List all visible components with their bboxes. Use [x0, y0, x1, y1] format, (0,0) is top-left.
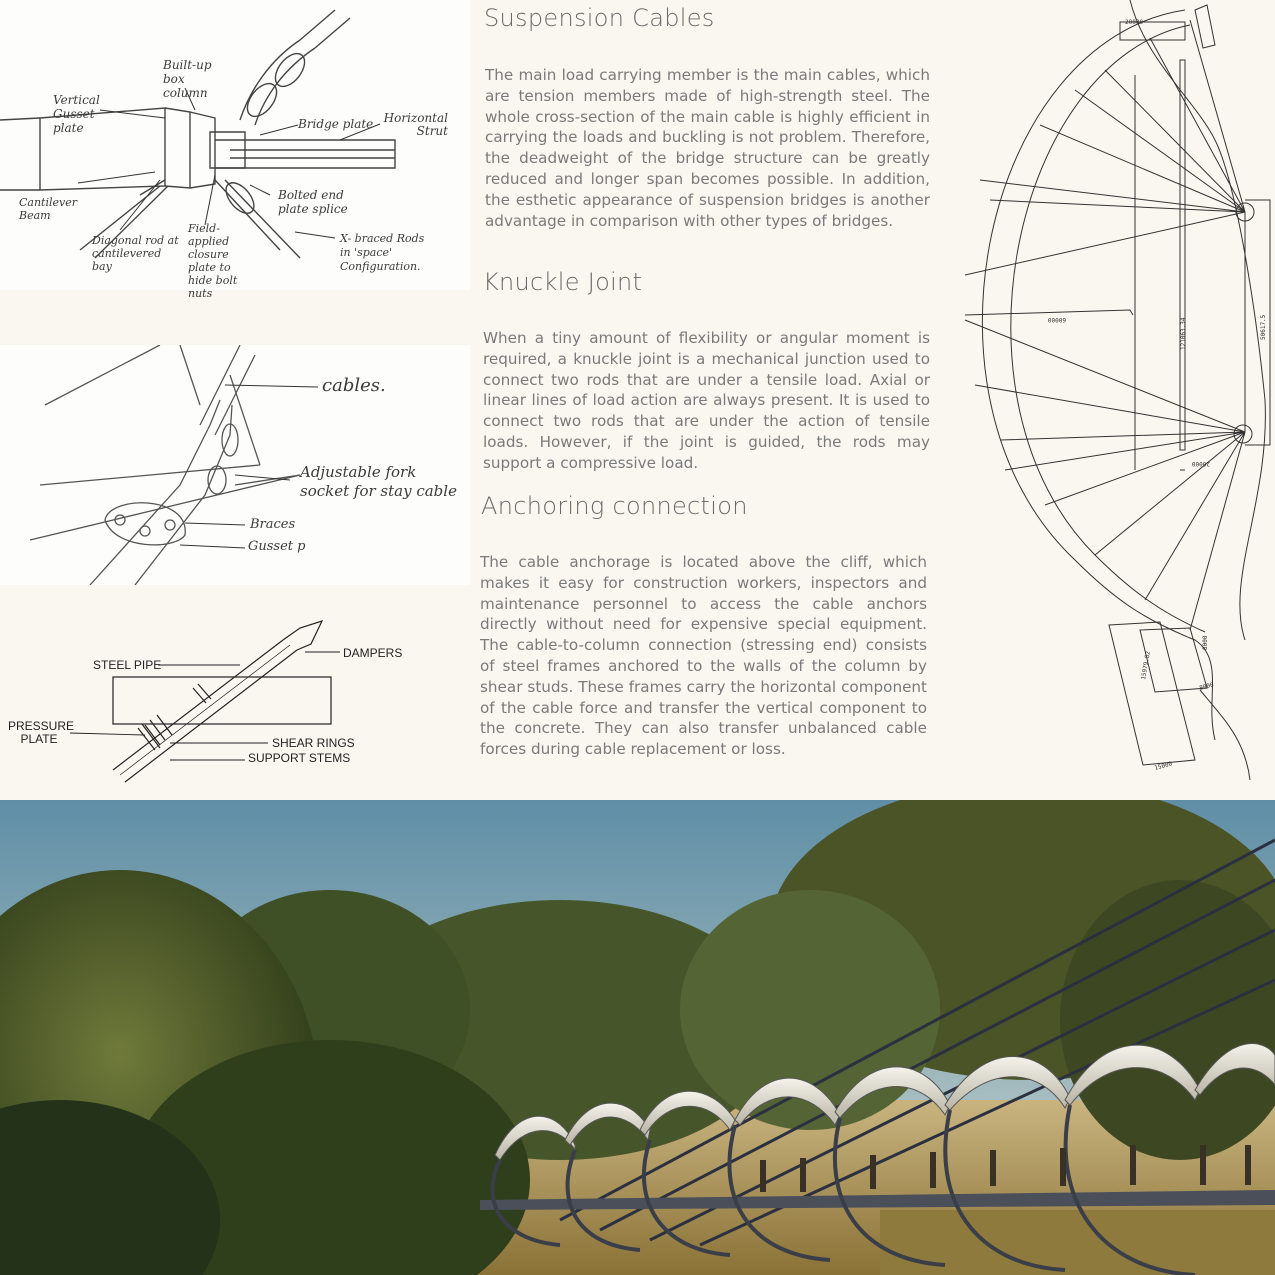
plan-dim-vertical: 121063.34: [1180, 317, 1187, 350]
gusset-plate-label: Vertical Gusset plate: [53, 93, 100, 135]
anchoring-connection-heading: Anchoring connection: [481, 492, 748, 520]
gusset-label: Gusset p: [248, 539, 306, 554]
damper-diagram-drawing: [0, 600, 470, 790]
dampers-label: DAMPERS: [343, 646, 403, 660]
plan-dim-top: 20000: [1125, 19, 1144, 26]
plan-dim-bottom-right: 8000: [1198, 681, 1215, 692]
suspension-cables-heading: Suspension Cables: [484, 4, 715, 32]
cantilever-beam-label: Cantilever Beam: [19, 196, 78, 222]
fork-socket-sketch: [0, 345, 470, 585]
plan-dim-right: 50617.5: [1260, 314, 1267, 340]
bridge-render-image: [0, 800, 1275, 1275]
plan-dim-bottom-mid: 8000: [1202, 635, 1209, 650]
diagonal-rod-label: Diagonal rod at cantilevered bay: [92, 234, 179, 273]
suspension-cables-body: The main load carrying member is the main cables, which are tension members made of high-strength steel. The whole cross-section of the main cable is highly efficient in carrying the loads and buckling is not problem. Therefore, the deadweight of the bridge structure can be greatly reduced and longer span becomes possible. In addition, the esthetic appearance of suspension bridges is another advantage in comparison with other types of bridges.: [485, 66, 930, 230]
shear-rings-label: SHEAR RINGS: [272, 736, 355, 750]
damper-diagram: [0, 600, 470, 790]
box-column-label: Built-up box column: [163, 58, 212, 100]
plan-dim-bottom: 15000: [1153, 760, 1173, 772]
braces-label: Braces: [250, 517, 296, 532]
bridge-render-svg: [0, 800, 1275, 1275]
horizontal-strut-label: Horizontal Strut: [383, 111, 448, 138]
closure-plate-label: Field-applied closure plate to hide bolt nuts: [188, 222, 238, 300]
plan-dim-center: 60000: [1047, 316, 1066, 323]
plan-dim-bottom-left: 15979.82: [1140, 650, 1152, 681]
splice-label: Bolted end plate splice: [278, 188, 348, 216]
support-stems-label: SUPPORT STEMS: [248, 751, 351, 765]
cables-label: cables.: [322, 375, 386, 396]
fork-socket-label: Adjustable fork socket for stay cable: [300, 463, 457, 500]
bridge-plan-drawing: [945, 0, 1275, 790]
knuckle-joint-body: When a tiny amount of flexibility or angular moment is required, a knuckle joint is a mechanical junction used to connect two rods that are under a tensile load. Axial or linear lines of load action are always present. It is used to connect two rods that are under the action of tensile loads. However, if the joint is guided, the rods may support a compressive load.: [483, 329, 930, 472]
knuckle-joint-heading: Knuckle Joint: [483, 268, 643, 296]
x-braced-rods-label: X- braced Rods in 'space' Configuration.: [340, 232, 425, 273]
plan-dim-lower: 20000: [1191, 460, 1210, 467]
pressure-plate-label: PRESSURE PLATE: [8, 719, 75, 746]
steel-pipe-label: STEEL PIPE: [93, 658, 162, 672]
bridge-plate-label: Bridge plate: [298, 117, 374, 131]
bridge-plan-svg: [945, 0, 1275, 790]
box-column-joint-sketch: [0, 0, 470, 300]
anchoring-connection-body: The cable anchorage is located above the cliff, which makes it easy for construction workers, inspectors and maintenance personnel to access the cable anchors directly without need for expensive special equipment. The cable-to-column connection (stressing end) consists of steel frames anchored to the walls of the column by shear studs. These frames carry the horizontal component of the cable force and transfer the vertical component to the concrete. They can also transfer unbalanced cable forces during cable replacement or loss.: [480, 553, 927, 759]
